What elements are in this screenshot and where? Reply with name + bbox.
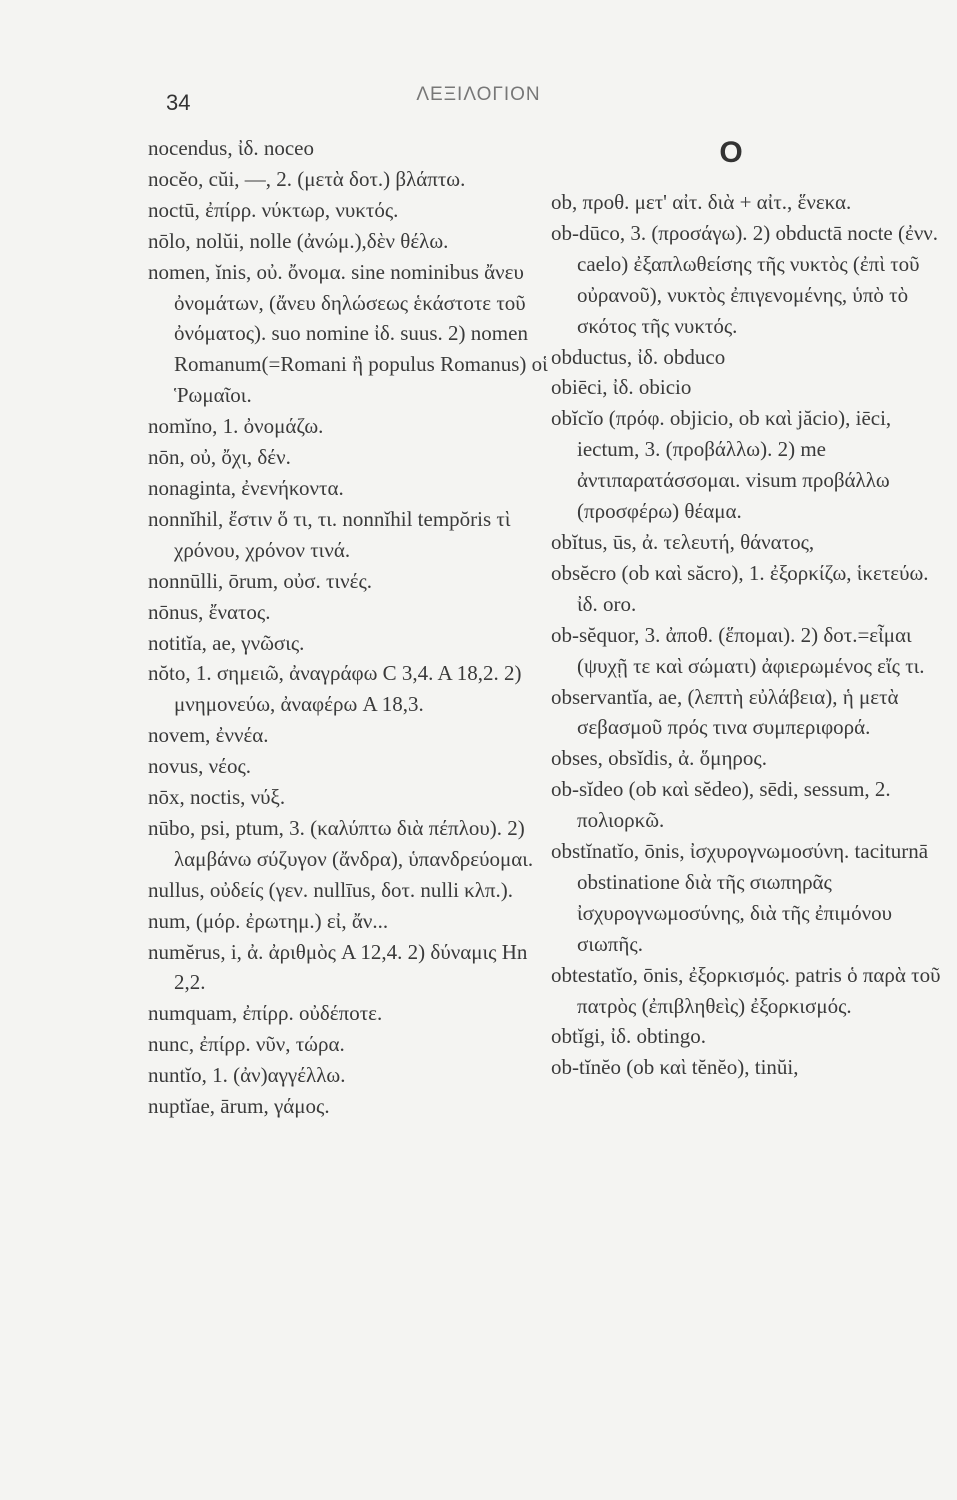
dictionary-entry: nunc, ἐπίρρ. νῦν, τώρα. [148, 1032, 345, 1057]
dictionary-entry: obĭtus, ūs, ἀ. τελευτή, θάνατος, [551, 529, 815, 554]
dictionary-entry: obses, obsĭdis, ἀ. ὅμηρος. [551, 746, 767, 771]
dictionary-entry: nullus, οὐδείς (γεν. nullīus, δοτ. nulli κλπ.). [148, 877, 514, 902]
dictionary-entry: ob-sĭdeo (ob καὶ sĕdeo), sēdi, sessum, 2. πολιορκῶ. [551, 777, 891, 833]
dictionary-entry: nŏto, 1. σημειῶ, ἀναγράφω C 3,4. A 18,2. 2) μνημονεύω, ἀναφέρω A 18,3. [148, 661, 522, 717]
dictionary-entry: ob-dūco, 3. (προσάγω). 2) obductā nocte (ἐνν. caelo) ἐξαπλωθείσης τῆς νυκτὸς (ἐπὶ τοῦ οὐρανοῦ), νυκτὸς ἐπιγενομένης, ὑπὸ τὸ σκότος τῆς νυκτός. [551, 220, 939, 338]
dictionary-entry: nuntĭo, 1. (ἀν)αγγέλλω. [148, 1063, 346, 1088]
dictionary-entry: numquam, ἐπίρρ. οὐδέποτε. [148, 1001, 383, 1026]
dictionary-entry: nomĭno, 1. ὀνομάζω. [148, 414, 324, 439]
dictionary-entry: observantĭa, ae, (λεπτὴ εὐλάβεια), ἡ μετὰ σεβασμοῦ πρός τινα συμπεριφορά. [551, 684, 899, 740]
section-letter: O [719, 136, 743, 169]
dictionary-entry: obductus, ἰδ. obduco [551, 344, 726, 369]
dictionary-entry: obsĕcro (ob καὶ săcro), 1. ἐξορκίζω, ἱκετεύω. ἰδ. oro. [551, 560, 929, 616]
dictionary-entry: ob-tĭnĕo (ob καὶ tĕnĕo), tinŭi, [551, 1055, 799, 1080]
dictionary-entry: ob-sĕquor, 3. ἀποθ. (ἕπομαι). 2) δοτ.=εἶμαι (ψυχῇ τε καὶ σώματι) ἀφιερωμένος εἴς τι. [551, 622, 925, 678]
dictionary-entry: novus, νέος. [148, 754, 252, 779]
dictionary-entry: nōlo, nolŭi, nolle (ἀνώμ.),δὲν θέλω. [148, 228, 449, 253]
dictionary-entry: nonnĭhil, ἔστιν ὅ τι, τι. nonnĭhil tempŏris τὶ χρόνου, χρόνον τινά. [148, 506, 511, 562]
dictionary-entry: nocĕo, cŭi, —, 2. (μετὰ δοτ.) βλάπτω. [148, 166, 466, 191]
dictionary-entry: nuptĭae, ārum, γάμος. [148, 1094, 330, 1119]
dictionary-entry: novem, ἐννέα. [148, 723, 269, 748]
dictionary-entry: notitĭa, ae, γνῶσις. [148, 630, 305, 655]
dictionary-entry: obĭcĭo (πρόφ. objicio, ob καὶ jăcio), iēci, iectum, 3. (προβάλλω). 2) me ἀντιπαρατάσσομαι. visum προβάλλω (προσφέρω) θέαμα. [551, 406, 892, 524]
dictionary-entry: obiēci, ἰδ. obicio [551, 375, 692, 400]
dictionary-entry: numĕrus, i, ἀ. ἀριθμὸς A 12,4. 2) δύναμις Hn 2,2. [148, 939, 528, 995]
dictionary-entry: obtĭgi, ἰδ. obtingo. [551, 1024, 706, 1049]
page-number: 34 [166, 90, 191, 115]
dictionary-entry: nonnūlli, ōrum, οὐσ. τινές. [148, 568, 373, 593]
dictionary-entry: nocendus, ἰδ. noceo [148, 136, 315, 160]
dictionary-entry: nōn, οὐ, ὄχι, δέν. [148, 445, 291, 470]
right-column [551, 133, 951, 1083]
dictionary-entry: nonaginta, ἐνενήκοντα. [148, 475, 344, 500]
running-head: ΛΕΞΙΛΟΓΙΟΝ [416, 84, 541, 105]
left-column [148, 133, 548, 1122]
dictionary-entry: nōx, noctis, νύξ. [148, 785, 286, 810]
dictionary-entry: num, (μόρ. ἐρωτημ.) εἰ, ἄν... [148, 908, 389, 933]
dictionary-entry: noctū, ἐπίρρ. νύκτωρ, νυκτός. [148, 197, 399, 222]
dictionary-entry: ob, προθ. μετ' αἰτ. διὰ + αἰτ., ἕνεκα. [551, 190, 852, 214]
dictionary-entry: nōnus, ἔνατος. [148, 599, 271, 624]
dictionary-entry: nomen, ĭnis, οὐ. ὄνομα. sine nominibus ἄνευ ὀνομάτων, (ἄνευ δηλώσεως ἑκάστοτε τοῦ ὀνόματος). suo nomine ἰδ. suus. 2) nomen Romanum(=Romani ἢ populus Romanus) οἱ Ῥωμαῖοι. [148, 259, 548, 408]
dictionary-entry: obtestatĭo, ōnis, ἐξορκισμός. patris ὁ παρὰ τοῦ πατρὸς (ἐπιβληθεὶς) ἐξορκισμός. [551, 962, 941, 1018]
dictionary-entry: nūbo, psi, ptum, 3. (καλύπτω διὰ πέπλου). 2) λαμβάνω σύζυγον (ἄνδρα), ὑπανδρεύομαι. [148, 815, 534, 871]
dictionary-entry: obstĭnatĭo, ōnis, ἰσχυρογνωμοσύνη. taciturnā obstinatione διὰ τῆς σιωπηρᾶς ἰσχυρογνωμοσύνης, διὰ τῆς ἐπιμόνου σιωπῆς. [551, 839, 929, 956]
